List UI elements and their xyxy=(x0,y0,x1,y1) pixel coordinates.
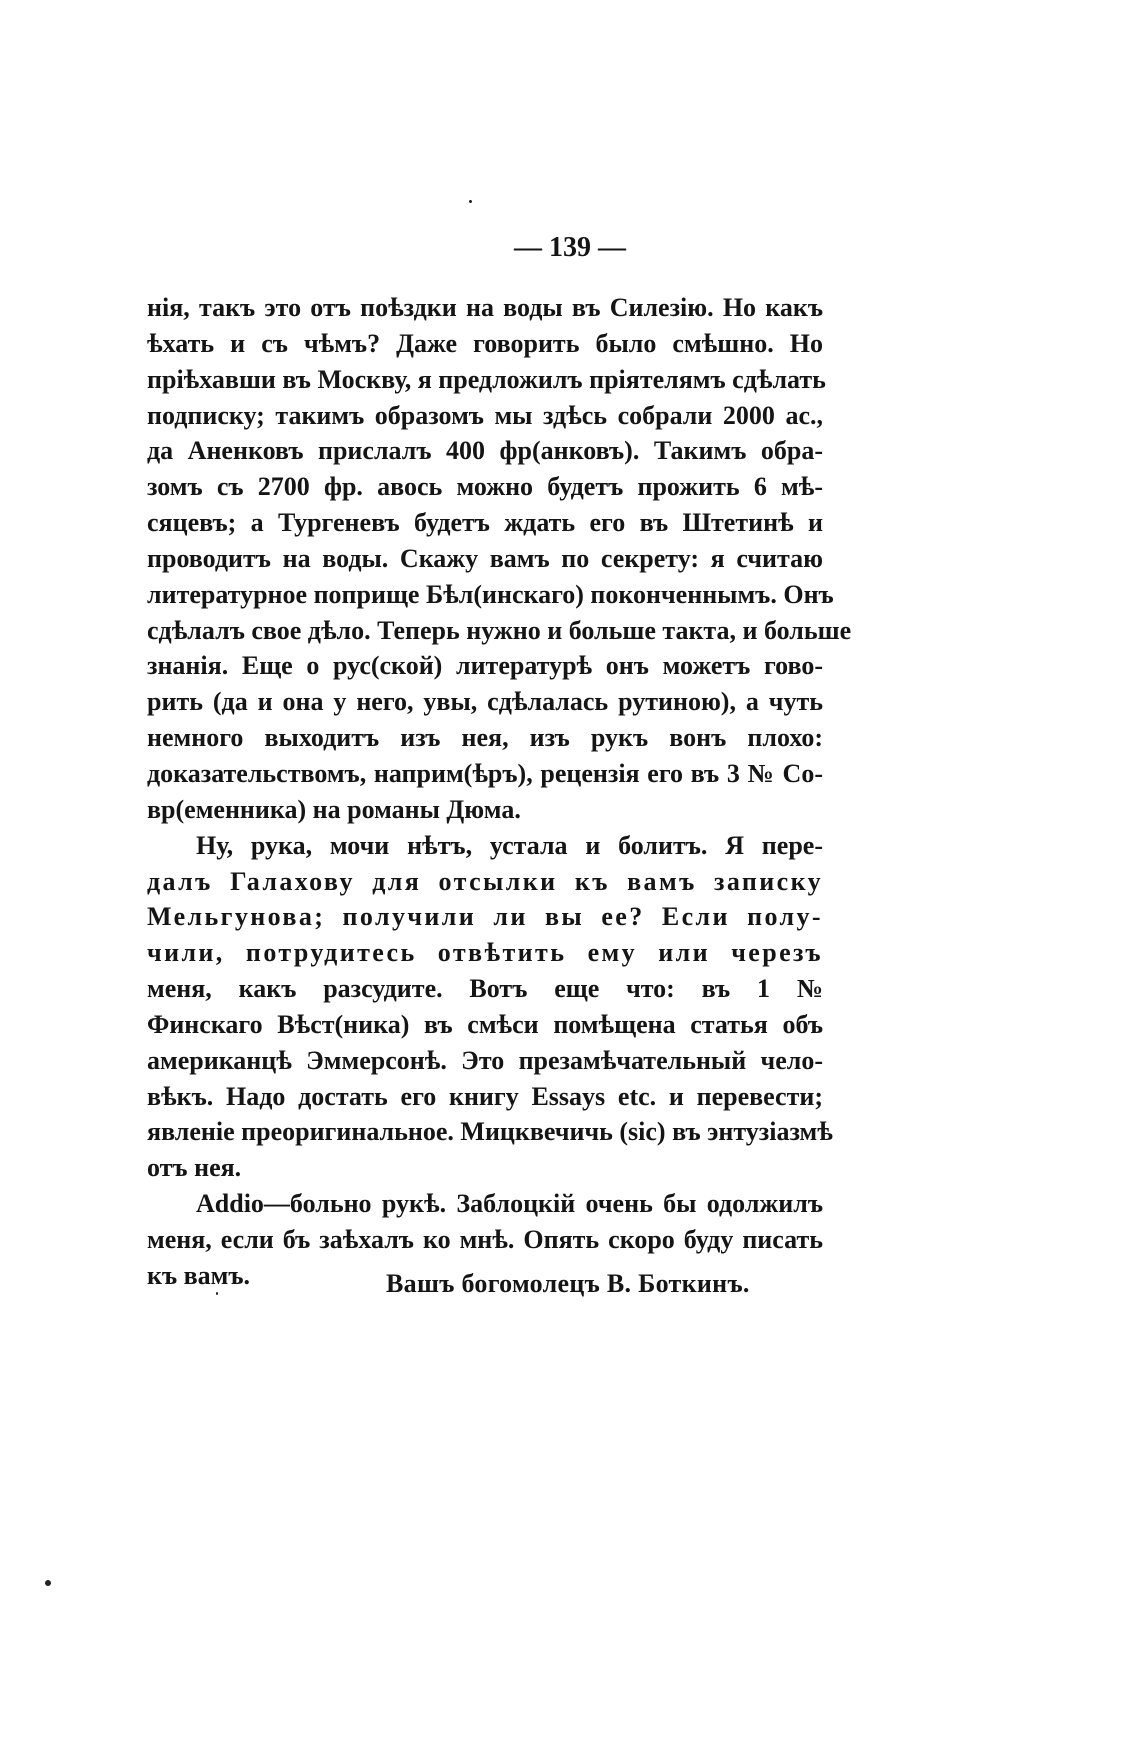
paragraph-2 xyxy=(147,828,833,1186)
text-line: доказательствомъ, наприм(ѣръ), рецензія его въ 3 № Со- xyxy=(147,758,823,788)
text-line: сдѣлалъ свое дѣло. Теперь нужно и больше такта, и больше xyxy=(147,615,852,645)
text-line: отъ нея. xyxy=(147,1153,242,1183)
text-line: американцѣ Эммерсонѣ. Это презамѣчательный чело- xyxy=(147,1045,823,1075)
text-line: да Аненковъ прислалъ 400 фр(анковъ). Такимъ обра- xyxy=(147,436,823,466)
text-line: пріѣхавши въ Москву, я предложилъ пріятелямъ сдѣлать xyxy=(147,364,826,394)
text-line: вѣкъ. Надо достать его книгу Essays etc. и перевести; xyxy=(147,1081,823,1111)
text-line: Ну, рука, мочи нѣтъ, устала и болитъ. Я пере- xyxy=(196,830,823,860)
text-line: литературное поприще Бѣл(инскаго) поконченнымъ. Онъ xyxy=(147,579,834,609)
signature: Вашъ богомолецъ В. Боткинъ. xyxy=(386,1269,750,1298)
text-line: чили, потрудитесь отвѣтить ему или черезъ xyxy=(147,938,823,968)
text-line: зомъ съ 2700 фр. авось можно будетъ прожить 6 мѣ- xyxy=(147,472,823,502)
scan-speck xyxy=(216,1292,218,1295)
text-line: Финскаго Вѣст(ника) въ смѣси помѣщена статья объ xyxy=(147,1009,823,1039)
scan-speck xyxy=(45,1580,51,1586)
letter-body xyxy=(147,290,852,1294)
text-line: подписку; такимъ образомъ мы здѣсь собрали 2000 ас., xyxy=(147,400,823,430)
text-line: далъ Галахову для отсылки къ вамъ записку xyxy=(147,866,823,896)
text-line: Addio—больно рукѣ. Заблоцкій очень бы одолжилъ xyxy=(196,1189,823,1219)
paragraph-1 xyxy=(147,290,852,828)
text-line: явленіе преоригинальное. Мицквечичь (sic) въ энтузіазмѣ xyxy=(147,1117,833,1147)
text-line: нія, такъ это отъ поѣздки на воды въ Силезію. Но какъ xyxy=(147,293,823,322)
text-line: рить (да и она у него, увы, сдѣлалась рутиною), а чуть xyxy=(147,687,823,717)
text-line: вр(еменника) на романы Дюма. xyxy=(147,794,521,824)
text-line: сяцевъ; а Тургеневъ будетъ ждать его въ Штетинѣ и xyxy=(147,508,823,538)
page-number: — 139 — xyxy=(514,232,626,263)
text-line: меня, какъ разсудите. Вотъ еще что: въ 1 № xyxy=(147,974,823,1004)
text-line: къ вамъ. xyxy=(147,1260,251,1290)
text-line: меня, если бъ заѣхалъ ко мнѣ. Опять скоро буду писать xyxy=(147,1224,823,1254)
text-line: Мельгунова; получили ли вы ее? Если полу- xyxy=(147,902,823,932)
text-line: ѣхать и съ чѣмъ? Даже говорить было смѣшно. Но xyxy=(147,328,823,358)
text-line: знанія. Еще о рус(ской) литературѣ онъ можетъ гово- xyxy=(147,651,823,681)
text-line: немного выходитъ изъ нея, изъ рукъ вонъ плохо: xyxy=(147,723,823,753)
text-line: проводитъ на воды. Скажу вамъ по секрету: я считаю xyxy=(147,543,823,573)
scan-speck xyxy=(469,200,472,203)
